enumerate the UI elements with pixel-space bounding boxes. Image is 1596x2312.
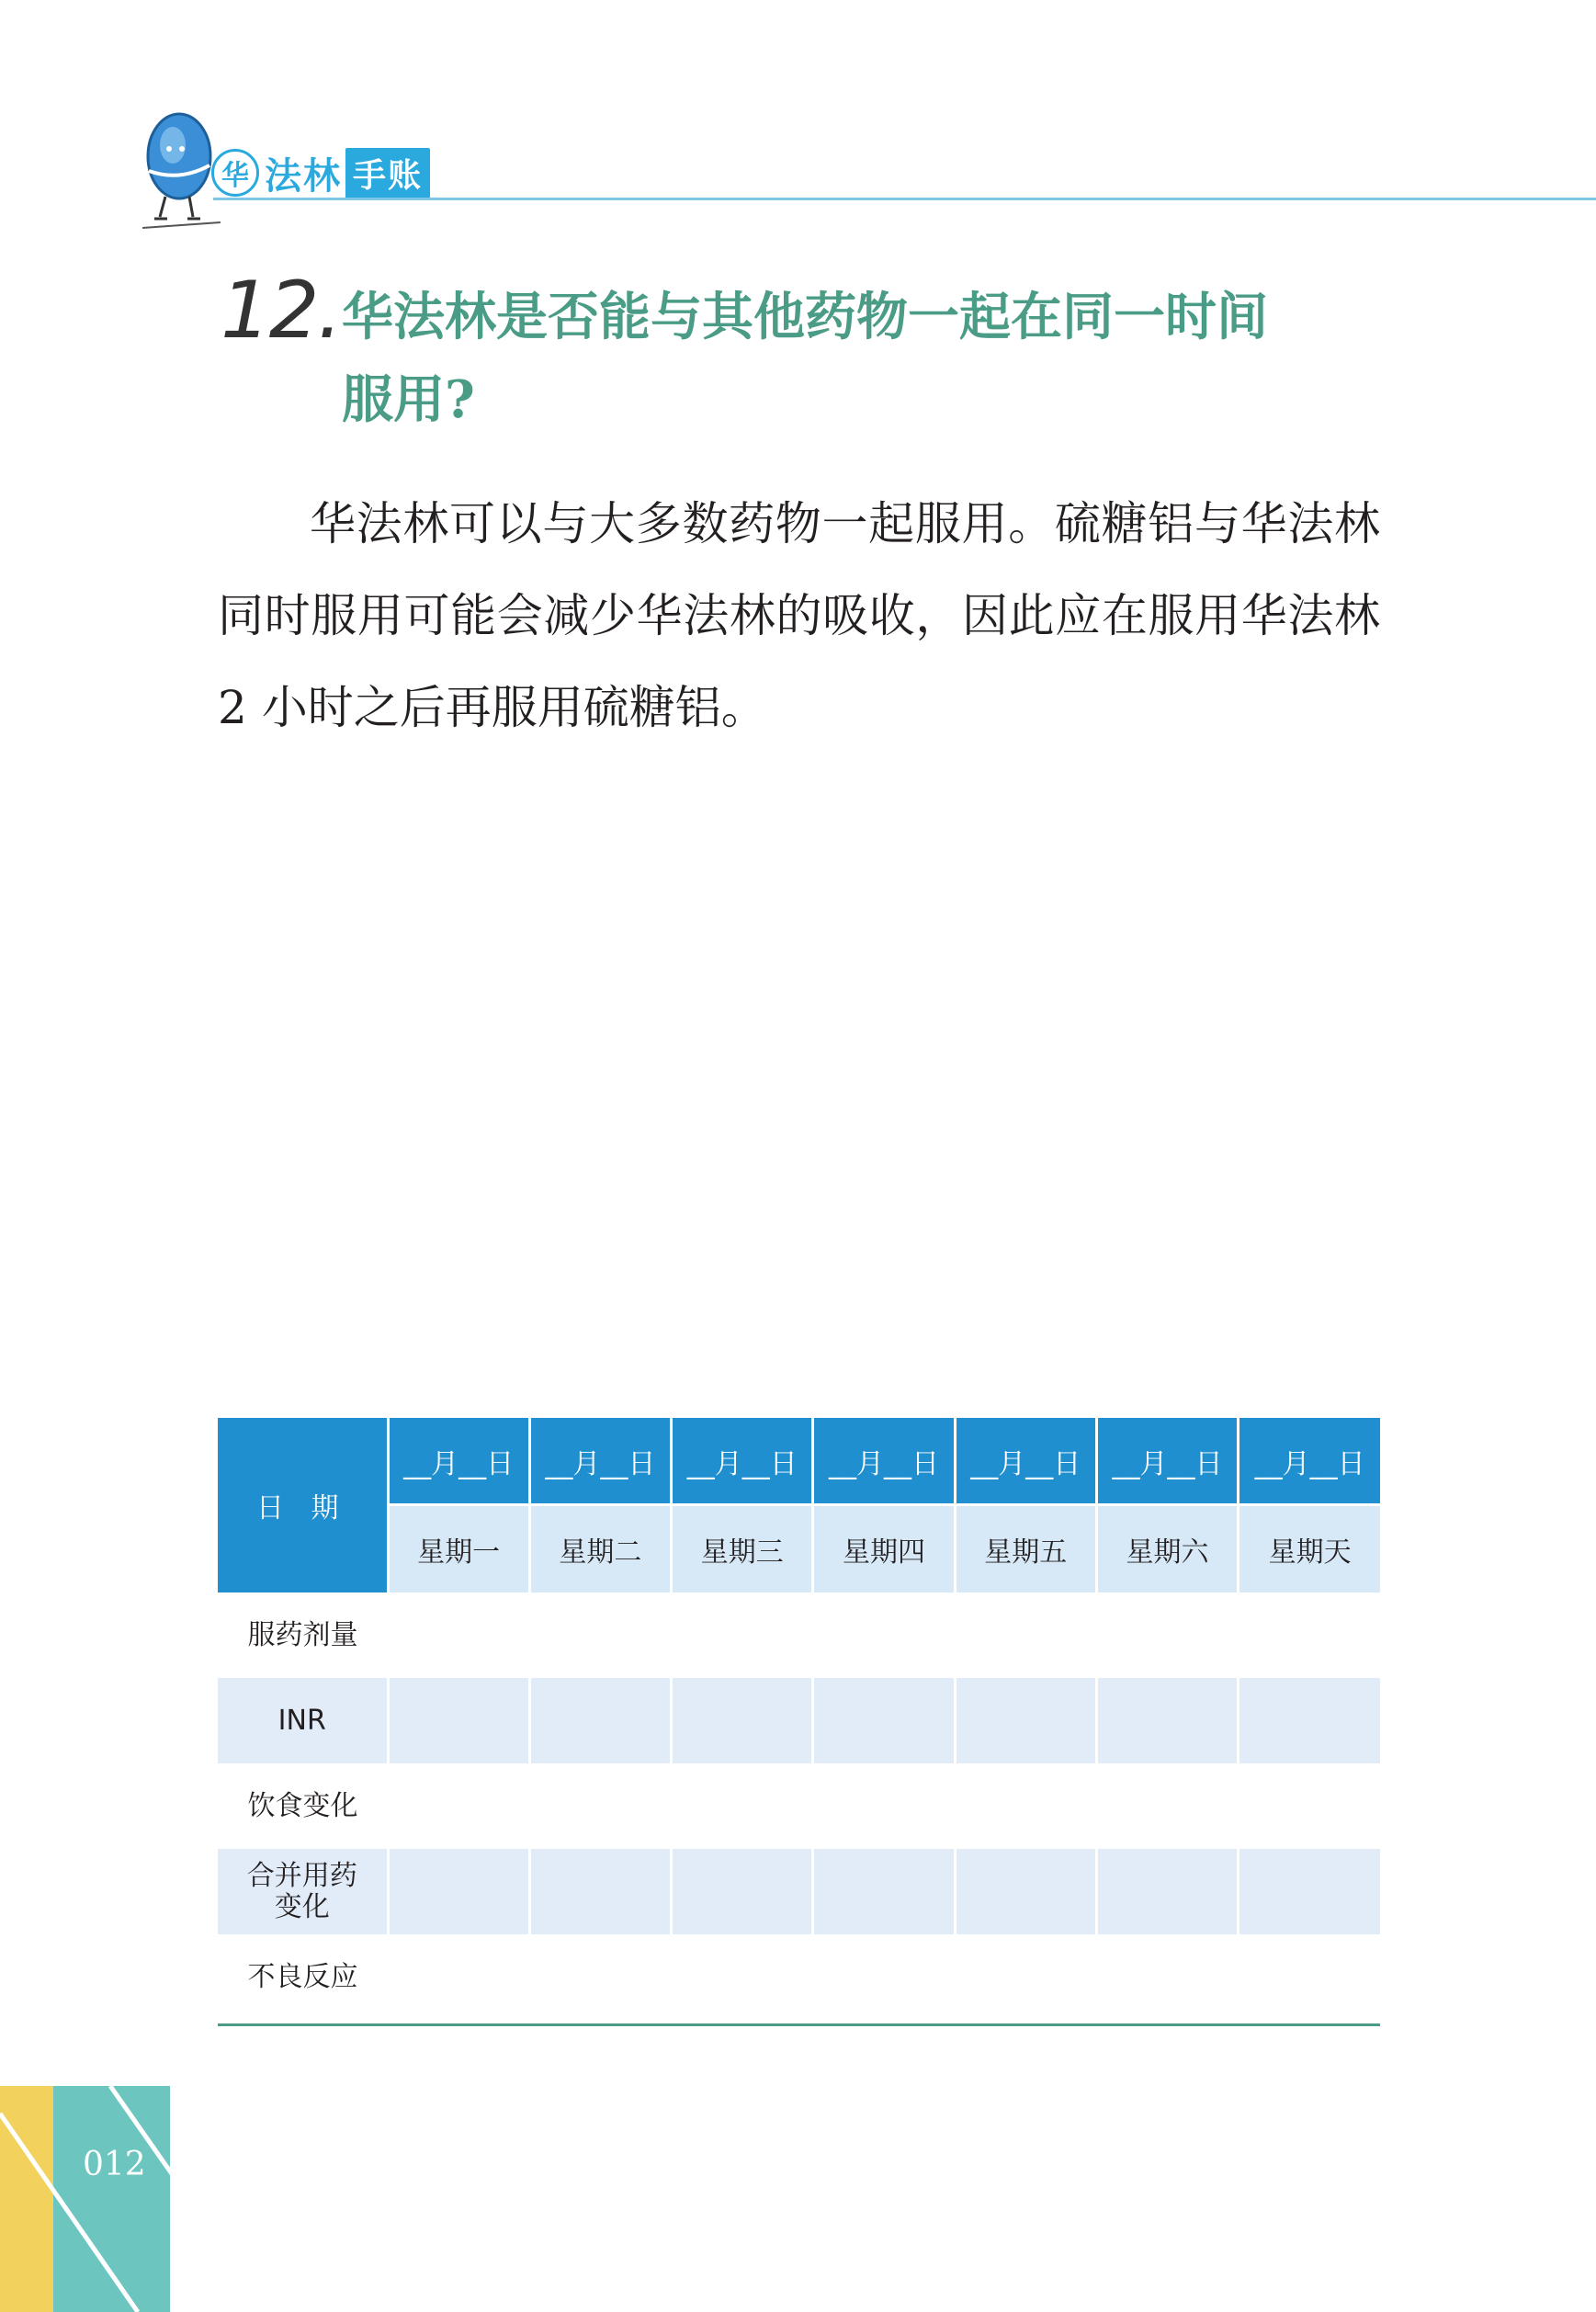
date-header-label: 日 期 xyxy=(218,1418,388,1592)
page-number: 012 xyxy=(83,2146,146,2183)
entry-cell[interactable] xyxy=(813,1763,955,1849)
entry-cell[interactable] xyxy=(1096,1849,1238,1934)
page-header xyxy=(0,0,1596,239)
entry-cell[interactable] xyxy=(1096,1592,1238,1678)
header-divider xyxy=(213,198,1596,200)
entry-cell[interactable] xyxy=(813,1592,955,1678)
entry-cell[interactable] xyxy=(529,1592,671,1678)
date-cell: __月__日 xyxy=(388,1418,529,1505)
entry-cell[interactable] xyxy=(955,1678,1096,1763)
weekday-cell: 星期六 xyxy=(1096,1505,1238,1593)
question-title-line2: 服用? xyxy=(342,369,475,430)
entry-cell[interactable] xyxy=(813,1678,955,1763)
entry-cell[interactable] xyxy=(1239,1678,1380,1763)
date-cell: __月__日 xyxy=(1096,1418,1238,1505)
table-header-weekday-row xyxy=(218,1505,1380,1593)
row-label-dosage: 服药剂量 xyxy=(247,1618,358,1651)
entry-cell[interactable] xyxy=(672,1934,813,2020)
row-label-diet: 饮食变化 xyxy=(247,1789,358,1822)
entry-cell[interactable] xyxy=(388,1934,529,2020)
entry-cell[interactable] xyxy=(672,1678,813,1763)
weekday-cell: 星期三 xyxy=(672,1505,813,1593)
entry-cell[interactable] xyxy=(1096,1678,1238,1763)
entry-cell[interactable] xyxy=(955,1763,1096,1849)
entry-cell[interactable] xyxy=(388,1678,529,1763)
entry-cell[interactable] xyxy=(672,1849,813,1934)
entry-cell[interactable] xyxy=(672,1592,813,1678)
entry-cell[interactable] xyxy=(529,1934,671,2020)
entry-cell[interactable] xyxy=(955,1934,1096,2020)
brand-logo-falin: 法林 xyxy=(265,154,342,198)
entry-cell[interactable] xyxy=(813,1934,955,2020)
weekday-cell: 星期一 xyxy=(388,1505,529,1593)
entry-cell[interactable] xyxy=(529,1849,671,1934)
pill-mascot-icon xyxy=(138,108,221,237)
date-cell: __月__日 xyxy=(672,1418,813,1505)
row-label-comedication: 合并用药变化 xyxy=(218,1849,388,1934)
date-cell: __月__日 xyxy=(1239,1418,1380,1505)
question-title-line1: 华法林是否能与其他药物一起在同一时间 xyxy=(342,287,1268,347)
brand-logo xyxy=(211,147,430,198)
question-number: 12. xyxy=(221,265,341,357)
table-header-dates-row xyxy=(218,1418,1380,1505)
entry-cell[interactable] xyxy=(388,1849,529,1934)
entry-cell[interactable] xyxy=(388,1763,529,1849)
medication-log-table xyxy=(218,1418,1380,2020)
table-row-diet xyxy=(218,1763,1380,1849)
brand-logo-shouzhang: 手账 xyxy=(345,148,430,198)
entry-cell[interactable] xyxy=(955,1849,1096,1934)
table-row-dosage xyxy=(218,1592,1380,1678)
entry-cell[interactable] xyxy=(1096,1763,1238,1849)
entry-cell[interactable] xyxy=(1239,1849,1380,1934)
entry-cell[interactable] xyxy=(672,1763,813,1849)
table-row-adverse xyxy=(218,1934,1380,2020)
weekday-cell: 星期二 xyxy=(529,1505,671,1593)
row-label-adverse: 不良反应 xyxy=(247,1960,358,1993)
table-row-inr xyxy=(218,1678,1380,1763)
brand-logo-hua: 华 xyxy=(211,149,259,197)
entry-cell[interactable] xyxy=(813,1849,955,1934)
weekday-cell: 星期四 xyxy=(813,1505,955,1593)
entry-cell[interactable] xyxy=(529,1678,671,1763)
date-cell: __月__日 xyxy=(529,1418,671,1505)
entry-cell[interactable] xyxy=(955,1592,1096,1678)
weekday-cell: 星期天 xyxy=(1239,1505,1380,1593)
entry-cell[interactable] xyxy=(1239,1763,1380,1849)
entry-cell[interactable] xyxy=(388,1592,529,1678)
table-row-comedication xyxy=(218,1849,1380,1934)
question-title xyxy=(342,276,1389,441)
table-bottom-rule xyxy=(218,2023,1380,2026)
weekday-cell: 星期五 xyxy=(955,1505,1096,1593)
date-cell: __月__日 xyxy=(955,1418,1096,1505)
corner-decoration xyxy=(0,2086,175,2312)
date-cell: __月__日 xyxy=(813,1418,955,1505)
row-label-inr: INR xyxy=(218,1678,388,1763)
answer-paragraph: 华法林可以与大多数药物一起服用。硫糖铝与华法林同时服用可能会减少华法林的吸收，因此应在服用华法林 2 小时之后再服用硫糖铝。 xyxy=(218,497,1380,734)
entry-cell[interactable] xyxy=(1096,1934,1238,2020)
entry-cell[interactable] xyxy=(529,1763,671,1849)
entry-cell[interactable] xyxy=(1239,1592,1380,1678)
entry-cell[interactable] xyxy=(1239,1934,1380,2020)
